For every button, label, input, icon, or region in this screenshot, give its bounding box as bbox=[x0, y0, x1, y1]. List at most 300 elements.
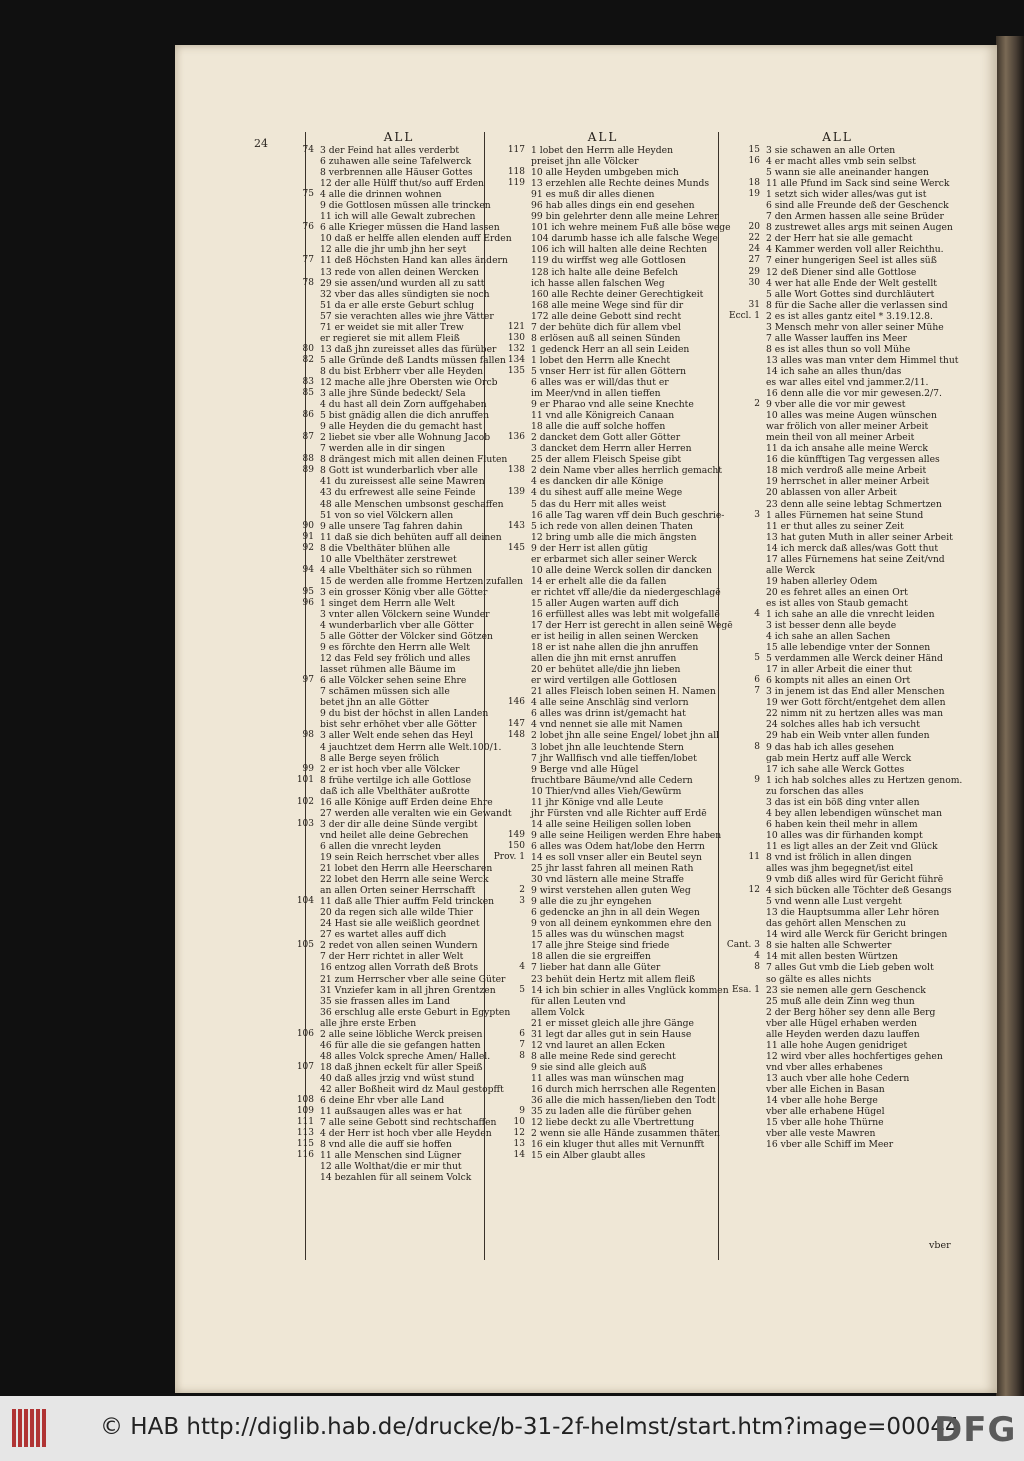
entry-text: 29 hab ein Weib vnter allen funden bbox=[766, 730, 930, 742]
entry-text: 9 du bist der höchst in allen Landen bbox=[320, 708, 489, 720]
index-entry bbox=[284, 786, 484, 797]
entry-text: 11 außsaugen alles was er hat bbox=[320, 1106, 462, 1118]
index-entry bbox=[720, 675, 955, 686]
entry-text: 4 sich bücken alle Töchter deß Gesangs bbox=[766, 885, 952, 897]
verse-reference: 12 bbox=[513, 1128, 525, 1139]
entry-text: 2 dein Name vber alles herrlich gemacht bbox=[531, 465, 722, 477]
index-entry bbox=[720, 587, 955, 598]
entry-text: 96 hab alles dings ein end gesehen bbox=[531, 200, 695, 212]
entry-text: 4 er macht alles vmb sein selbst bbox=[766, 156, 916, 168]
verse-reference: 98 bbox=[302, 730, 314, 741]
verse-reference: 150 bbox=[507, 840, 525, 851]
index-entry bbox=[720, 719, 955, 730]
entry-text: 10 daß er helffe allen elenden auff Erden bbox=[320, 233, 512, 245]
verse-reference bbox=[487, 421, 531, 432]
entry-text: 22 nimm nit zu hertzen alles was man bbox=[766, 708, 944, 720]
index-entry bbox=[284, 653, 484, 664]
entry-text: 3 dancket dem Herrn aller Herren bbox=[531, 443, 692, 455]
index-entry bbox=[487, 322, 719, 333]
index-entry bbox=[284, 333, 484, 344]
copyright-url[interactable]: © HAB http://diglib.hab.de/drucke/b-31-2f-helmst/start.htm?image=00044 bbox=[100, 1414, 960, 1440]
entry-text: 10 alle deine Werck sollen dir dancken bbox=[531, 564, 712, 576]
verse-reference bbox=[284, 962, 320, 973]
entry-text: 8 frühe vertilge ich alle Gottlose bbox=[320, 774, 472, 786]
index-entry bbox=[284, 1083, 504, 1095]
entry-text: 21 alles Fleisch loben seinen H. Namen bbox=[531, 686, 716, 698]
verse-reference bbox=[487, 951, 531, 962]
verse-reference bbox=[720, 167, 766, 178]
index-entry bbox=[284, 1029, 484, 1040]
verse-reference bbox=[487, 786, 531, 797]
verse-reference bbox=[284, 996, 320, 1007]
verse-reference bbox=[487, 1073, 531, 1084]
index-entry bbox=[487, 311, 719, 322]
entry-text: 16 durch mich herrschen alle Regenten bbox=[531, 1083, 716, 1095]
entry-text: 13 hat guten Muth in aller seiner Arbeit bbox=[766, 531, 953, 543]
index-entry bbox=[487, 686, 719, 697]
entry-text: 8 sie halten alle Schwerter bbox=[766, 940, 892, 952]
index-entry bbox=[487, 156, 719, 167]
verse-reference: 138 bbox=[507, 465, 525, 476]
entry-text: 11 da ich ansahe alle meine Werck bbox=[766, 443, 928, 455]
index-entry bbox=[720, 609, 955, 620]
index-entry bbox=[284, 940, 484, 951]
entry-text: 8 drängest mich mit allen deinen Fluten bbox=[320, 454, 508, 466]
index-entry bbox=[487, 996, 719, 1007]
index-entry bbox=[284, 973, 506, 985]
verse-reference: 12 bbox=[748, 885, 760, 896]
verse-reference: 104 bbox=[296, 896, 314, 907]
entry-text: 3 lobet jhn alle leuchtende Stern bbox=[531, 741, 684, 753]
verse-reference: 3 bbox=[754, 509, 760, 520]
entry-text: 51 da er alle erste Geburt schlug bbox=[320, 299, 475, 311]
verse-reference bbox=[284, 421, 320, 432]
hab-logo-icon bbox=[12, 1409, 46, 1447]
verse-reference: 11 bbox=[748, 852, 760, 862]
verse-reference bbox=[487, 454, 531, 465]
index-entry bbox=[487, 675, 719, 686]
index-entry bbox=[284, 410, 490, 422]
index-entry bbox=[284, 510, 484, 521]
index-entry bbox=[284, 951, 484, 962]
index-entry bbox=[720, 620, 955, 631]
entry-text: 43 du erfrewest alle seine Feinde bbox=[320, 487, 476, 499]
entry-text: 3 alle jhre Sünde bedeckt/ Sela bbox=[320, 388, 466, 400]
index-entry bbox=[487, 1073, 719, 1084]
index-entry bbox=[284, 575, 524, 587]
verse-reference: 19 bbox=[748, 189, 760, 200]
entry-text: 10 alles was dir fürhanden kompt bbox=[766, 829, 923, 841]
entry-text: 16 entzog allen Vorrath deß Brots bbox=[320, 962, 479, 974]
index-entry bbox=[284, 741, 502, 753]
verse-reference bbox=[720, 642, 766, 653]
verse-reference bbox=[487, 686, 531, 697]
entry-text: 19 sein Reich herrschet vber alles bbox=[320, 852, 480, 863]
verse-reference bbox=[284, 300, 320, 311]
verse-reference: 94 bbox=[302, 564, 314, 575]
entry-text: lasset rühmen alle Bäume im bbox=[320, 664, 456, 676]
index-entry bbox=[720, 344, 955, 355]
index-entry bbox=[720, 808, 955, 819]
verse-reference: 89 bbox=[302, 465, 314, 476]
verse-reference bbox=[720, 211, 766, 222]
index-entry bbox=[284, 598, 484, 609]
entry-text: 25 der allem Fleisch Speise gibt bbox=[531, 454, 682, 466]
verse-reference: 85 bbox=[302, 388, 314, 399]
entry-text: 16 die künfftigen Tag vergessen alles bbox=[766, 454, 940, 466]
verse-reference: 92 bbox=[302, 542, 314, 553]
verse-reference bbox=[284, 620, 320, 631]
verse-reference bbox=[720, 388, 766, 399]
index-entry bbox=[487, 366, 719, 377]
index-entry bbox=[720, 797, 955, 808]
entry-text: 6 alle Krieger müssen die Hand lassen bbox=[320, 222, 500, 234]
verse-reference: 7 bbox=[519, 1039, 525, 1050]
index-entry bbox=[284, 1073, 484, 1084]
index-entry bbox=[284, 222, 500, 234]
index-entry bbox=[720, 1106, 955, 1117]
verse-reference bbox=[284, 885, 320, 896]
verse-reference bbox=[487, 708, 531, 719]
index-entry bbox=[284, 1006, 511, 1018]
entry-text: 48 alle Menschen umbsonst geschaffen bbox=[320, 498, 504, 510]
index-entry bbox=[720, 907, 955, 918]
index-entry bbox=[720, 1018, 955, 1029]
index-entry bbox=[487, 775, 719, 786]
index-entry bbox=[284, 852, 484, 863]
verse-reference bbox=[284, 1040, 320, 1051]
verse-reference bbox=[720, 719, 766, 730]
index-entry bbox=[487, 951, 719, 962]
verse-reference bbox=[284, 487, 320, 498]
entry-text: 17 in aller Arbeit die einer thut bbox=[766, 664, 912, 676]
index-entry bbox=[720, 311, 955, 322]
entry-text: 12 liebe deckt zu alle Vbertrettung bbox=[531, 1117, 695, 1129]
entry-text: alle Werck bbox=[766, 564, 815, 576]
entry-text: 2 alle seine löbliche Werck preisen bbox=[320, 1028, 483, 1040]
index-entry bbox=[284, 443, 484, 454]
index-entry bbox=[487, 509, 725, 521]
index-entry bbox=[487, 1029, 719, 1040]
index-entry bbox=[487, 1106, 719, 1117]
entry-text: 9 vmb diß alles wird für Gericht führē bbox=[766, 874, 944, 886]
index-entry bbox=[284, 807, 512, 819]
index-entry bbox=[487, 929, 719, 940]
index-entry bbox=[284, 608, 490, 620]
entry-text: 2 es ist alles gantz eitel * 3.19.12.8. bbox=[766, 310, 933, 322]
verse-reference bbox=[487, 222, 531, 233]
entry-text: 119 du wirffst weg alle Gottlosen bbox=[531, 255, 686, 267]
entry-text: 7 alle seine Gebott sind rechtschaffen bbox=[320, 1117, 497, 1129]
verse-reference bbox=[720, 355, 766, 366]
verse-reference bbox=[720, 730, 766, 741]
verse-reference bbox=[487, 1095, 531, 1106]
verse-reference bbox=[720, 532, 766, 543]
entry-text: 6 deine Ehr vber alle Land bbox=[320, 1095, 445, 1107]
verse-reference bbox=[487, 443, 531, 454]
verse-reference: Esa. 1 bbox=[731, 984, 760, 995]
verse-reference: 130 bbox=[507, 332, 525, 343]
entry-text: 25 muß alle dein Zinn weg thun bbox=[766, 995, 915, 1007]
index-entry bbox=[487, 719, 719, 730]
entry-text: 128 ich halte alle deine Befelch bbox=[531, 266, 679, 278]
index-entry bbox=[284, 178, 484, 189]
entry-text: 12 deß Diener sind alle Gottlose bbox=[766, 266, 917, 278]
index-entry bbox=[720, 576, 955, 587]
index-entry bbox=[720, 300, 955, 311]
verse-reference bbox=[487, 200, 531, 211]
verse-reference bbox=[487, 532, 531, 543]
entry-text: 11 daß sie dich behüten auff all deinen bbox=[320, 531, 502, 543]
verse-reference bbox=[284, 211, 320, 222]
index-entry bbox=[720, 841, 955, 852]
verse-reference: 106 bbox=[296, 1028, 314, 1039]
verse-reference: 27 bbox=[748, 255, 760, 266]
index-entry bbox=[284, 918, 484, 929]
entry-text: 4 wunderbarlich vber alle Götter bbox=[320, 620, 474, 632]
index-entry bbox=[487, 885, 719, 896]
entry-text: an allen Orten seiner Herrschafft bbox=[320, 885, 476, 897]
entry-text: 17 der Herr ist gerecht in allen seinē Wegē bbox=[531, 620, 733, 632]
verse-reference bbox=[284, 499, 320, 510]
verse-reference: 91 bbox=[302, 531, 314, 542]
verse-reference bbox=[487, 244, 531, 255]
entry-text: 8 für die Sache aller die verlassen sind bbox=[766, 299, 948, 311]
verse-reference: 105 bbox=[296, 940, 314, 951]
entry-text: 10 Thier/vnd alles Vieh/Gewürm bbox=[531, 785, 682, 797]
verse-reference: 132 bbox=[507, 343, 525, 354]
verse-reference bbox=[284, 322, 320, 333]
index-entry bbox=[284, 554, 484, 565]
index-entry bbox=[720, 896, 955, 907]
entry-text: 16 alle Tag waren vff dein Buch geschrie- bbox=[531, 509, 725, 521]
entry-text: 7 lieber hat dann alle Güter bbox=[531, 962, 661, 974]
entry-text: 5 vnd wenn alle Lust vergeht bbox=[766, 896, 902, 908]
index-entry bbox=[720, 499, 955, 510]
index-entry bbox=[284, 841, 484, 852]
entry-text: 91 es muß dir alles dienen bbox=[531, 189, 655, 201]
index-entry bbox=[487, 333, 719, 344]
index-entry bbox=[487, 1062, 719, 1073]
verse-reference: 13 bbox=[513, 1139, 525, 1150]
book-spine bbox=[996, 36, 1024, 1396]
verse-reference bbox=[720, 1051, 766, 1062]
entry-text: 71 er weidet sie mit aller Trew bbox=[320, 321, 464, 333]
verse-reference bbox=[487, 499, 531, 510]
entry-text: 8 alle meine Rede sind gerecht bbox=[531, 1050, 676, 1062]
index-entry bbox=[487, 1040, 719, 1051]
entry-text: 12 der alle Hülff thut/so auff Erden bbox=[320, 178, 484, 190]
verse-reference bbox=[720, 664, 766, 675]
entry-text: vber alle erhabene Hügel bbox=[766, 1106, 885, 1118]
entry-text: 13 erzehlen alle Rechte deines Munds bbox=[531, 178, 710, 190]
entry-text: 8 verbrennen alle Häuser Gottes bbox=[320, 167, 473, 179]
index-entry bbox=[720, 421, 955, 432]
verse-reference bbox=[487, 620, 531, 631]
index-entry bbox=[720, 697, 955, 708]
index-entry bbox=[487, 278, 719, 289]
verse-reference: 121 bbox=[507, 321, 525, 332]
verse-reference bbox=[284, 951, 320, 962]
index-entry bbox=[284, 753, 484, 764]
index-entry bbox=[487, 841, 719, 852]
verse-reference bbox=[284, 289, 320, 300]
entry-text: 12 alle die jhr umb jhn her seyt bbox=[320, 244, 467, 256]
verse-reference: 4 bbox=[754, 608, 760, 619]
index-entry bbox=[284, 896, 495, 908]
index-entry bbox=[720, 1084, 955, 1095]
verse-reference bbox=[284, 178, 320, 189]
entry-text: 24 Hast sie alle weißlich geordnet bbox=[320, 918, 480, 930]
index-entry bbox=[487, 1084, 719, 1095]
index-entry bbox=[284, 366, 484, 377]
index-entry bbox=[720, 664, 955, 675]
entry-text: 16 ein kluger thut alles mit Vernunfft bbox=[531, 1139, 705, 1151]
index-entry bbox=[284, 631, 493, 643]
verse-reference bbox=[487, 233, 531, 244]
verse-reference bbox=[720, 764, 766, 775]
entry-text: 1 lobet den Herrn alle Knecht bbox=[531, 354, 671, 366]
entry-text: 4 bey allen lebendigen wünschet man bbox=[766, 807, 943, 819]
entry-text: 172 alle deine Gebott sind recht bbox=[531, 310, 682, 322]
verse-reference: 29 bbox=[748, 266, 760, 277]
verse-reference bbox=[720, 499, 766, 510]
verse-reference bbox=[720, 753, 766, 764]
verse-reference bbox=[720, 841, 766, 852]
index-entry bbox=[487, 753, 719, 764]
entry-text: alle jhre erste Erben bbox=[320, 1017, 417, 1029]
index-entry bbox=[720, 730, 955, 741]
verse-reference bbox=[284, 808, 320, 819]
entry-text: 1 gedenck Herr an all sein Leiden bbox=[531, 343, 690, 355]
entry-text: 2 dancket dem Gott aller Götter bbox=[531, 432, 681, 444]
entry-text: 18 mich verdroß alle meine Arbeit bbox=[766, 465, 927, 477]
entry-text: 3 aller Welt ende sehen das Heyl bbox=[320, 730, 474, 742]
entry-text: 6 allen die vnrecht leyden bbox=[320, 840, 441, 852]
entry-text: 3 vnter allen Völckern seine Wunder bbox=[320, 608, 490, 620]
verse-reference bbox=[720, 521, 766, 532]
entry-text: 11 alle hohe Augen genidriget bbox=[766, 1039, 908, 1051]
entry-text: 2 der Herr hat sie alle gemacht bbox=[766, 233, 913, 245]
entry-text: 9 es förchte den Herrn alle Welt bbox=[320, 642, 470, 654]
entry-text: 4 du sihest auff alle meine Wege bbox=[531, 487, 683, 499]
verse-reference bbox=[487, 576, 531, 587]
entry-text: betet jhn an alle Götter bbox=[320, 697, 429, 709]
entry-text: 42 aller Boßheit wird dz Maul gestopfft bbox=[320, 1083, 504, 1095]
verse-reference bbox=[720, 1117, 766, 1128]
verse-reference: 15 bbox=[748, 145, 760, 155]
index-entry bbox=[284, 278, 484, 289]
verse-reference bbox=[284, 631, 320, 642]
entry-text: 13 alles was man vnter dem Himmel thut bbox=[766, 354, 959, 366]
index-entry bbox=[284, 885, 484, 896]
verse-reference bbox=[284, 510, 320, 521]
verse-reference: 30 bbox=[748, 277, 760, 288]
entry-text: 36 erschlug alle erste Geburt in Egypten bbox=[320, 1006, 511, 1018]
verse-reference bbox=[487, 267, 531, 278]
index-entry bbox=[284, 730, 484, 741]
index-entry bbox=[487, 764, 719, 775]
entry-text: bist sehr erhöhet vber alle Götter bbox=[320, 719, 477, 731]
index-entry bbox=[284, 907, 484, 918]
entry-text: 11 er thut alles zu seiner Zeit bbox=[766, 520, 904, 532]
verse-reference: 31 bbox=[748, 299, 760, 310]
entry-text: 9 das hab ich alles gesehen bbox=[766, 741, 895, 753]
entry-text: 6 alles was er will/das thut er bbox=[531, 376, 669, 388]
entry-text: 48 alles Volck spreche Amen/ Hallel. bbox=[320, 1050, 491, 1062]
index-column-3 bbox=[720, 130, 963, 1151]
index-entry bbox=[284, 874, 489, 886]
verse-reference bbox=[487, 775, 531, 786]
verse-reference: 6 bbox=[519, 1028, 525, 1039]
index-entry bbox=[720, 233, 955, 244]
index-entry bbox=[487, 267, 719, 278]
verse-reference: 146 bbox=[507, 697, 525, 708]
index-entry bbox=[487, 499, 719, 510]
entry-text: mein theil von all meiner Arbeit bbox=[766, 432, 915, 444]
index-entry bbox=[720, 244, 955, 255]
verse-reference bbox=[284, 1073, 320, 1084]
entry-text: 106 ich will halten alle deine Rechten bbox=[531, 244, 707, 256]
verse-reference bbox=[284, 642, 320, 653]
index-entry bbox=[720, 885, 955, 896]
index-entry bbox=[720, 918, 955, 929]
entry-text: 17 ich sahe alle Werck Gottes bbox=[766, 763, 905, 775]
verse-reference: Cant. 3 bbox=[726, 940, 760, 951]
verse-reference bbox=[720, 587, 766, 598]
entry-text: 9 alle Heyden die du gemacht hast bbox=[320, 421, 483, 433]
entry-text: 18 alle die auff solche hoffen bbox=[531, 421, 666, 433]
entry-text: 2 wenn sie alle Hände zusammen thäten bbox=[531, 1128, 720, 1140]
verse-reference bbox=[487, 289, 531, 300]
entry-text: 11 deß Höchsten Hand kan alles ändern bbox=[320, 255, 508, 267]
index-entry bbox=[720, 852, 955, 863]
index-entry bbox=[720, 686, 955, 697]
entry-text: 18 er ist nahe allen die jhn anruffen bbox=[531, 642, 699, 654]
verse-reference bbox=[284, 852, 320, 863]
verse-reference bbox=[284, 156, 320, 167]
verse-reference bbox=[720, 576, 766, 587]
index-entry bbox=[720, 951, 955, 962]
verse-reference bbox=[487, 278, 531, 289]
entry-text: 19 haben allerley Odem bbox=[766, 575, 878, 587]
entry-text: 10 alles was meine Augen wünschen bbox=[766, 410, 937, 422]
entry-text: 104 darumb hasse ich alle falsche Wege bbox=[531, 233, 718, 245]
entry-text: 1 singet dem Herrn alle Welt bbox=[320, 597, 455, 609]
entry-text: 23 sie nemen alle gern Geschenck bbox=[766, 984, 926, 996]
verse-reference bbox=[487, 996, 531, 1007]
index-entry bbox=[487, 377, 719, 388]
index-entry bbox=[487, 852, 719, 863]
index-entry bbox=[720, 521, 955, 532]
entry-text: 13 die Hauptsumma aller Lehr hören bbox=[766, 907, 940, 919]
entry-text: fruchtbare Bäume/vnd alle Cedern bbox=[531, 774, 693, 786]
verse-reference bbox=[487, 631, 531, 642]
index-entry bbox=[487, 167, 719, 178]
verse-reference: Prov. 1 bbox=[493, 852, 525, 862]
entry-text: so gälte es alles nichts bbox=[766, 973, 872, 985]
index-entry bbox=[487, 1007, 719, 1018]
verse-reference: 148 bbox=[507, 730, 525, 741]
verse-reference bbox=[487, 918, 531, 929]
verse-reference: 8 bbox=[754, 962, 760, 973]
verse-reference: 5 bbox=[519, 984, 525, 995]
index-entry bbox=[487, 797, 719, 808]
index-entry bbox=[284, 300, 484, 311]
verse-reference bbox=[487, 1018, 531, 1029]
index-entry bbox=[487, 1150, 719, 1161]
entry-text: 4 es dancken dir alle Könige bbox=[531, 476, 664, 488]
